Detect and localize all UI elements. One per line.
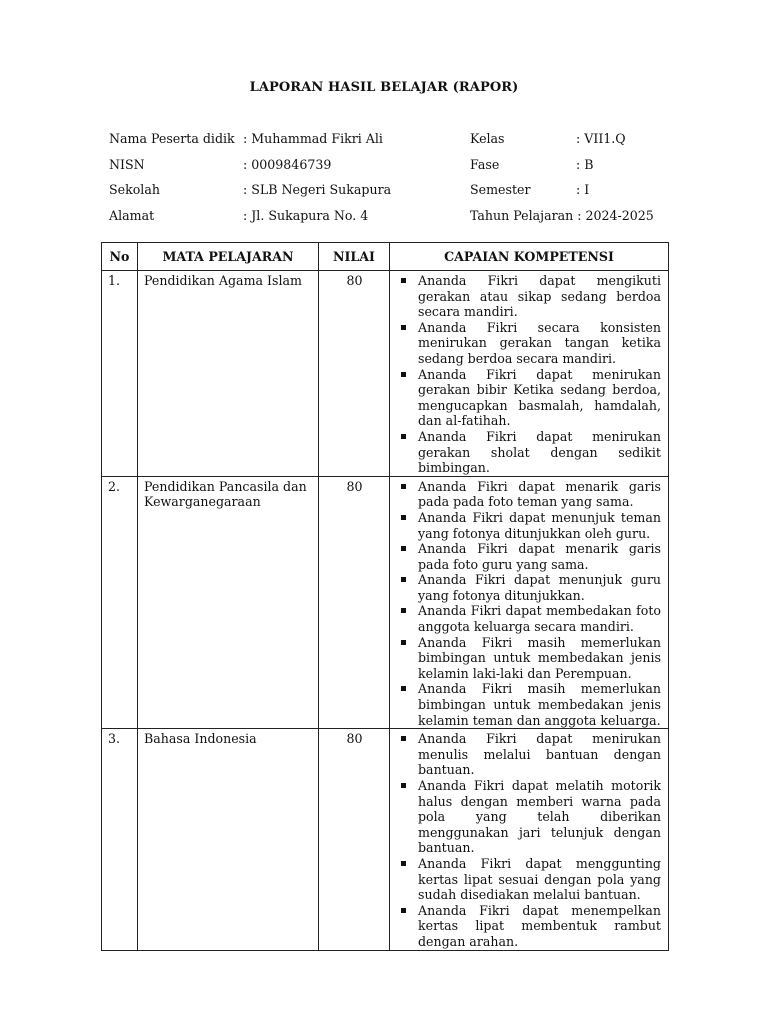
header-competency: CAPAIAN KOMPETENSI (390, 243, 669, 271)
competency-item: Ananda Fikri dapat menarik garis pada pada foto teman yang sama. (396, 479, 663, 510)
info-value: : SLB Negeri Sukapura (243, 182, 392, 198)
competency-item: Ananda Fikri dapat melatih motorik halus dengan memberi warna pada pola yang telah diberikan menggunakan jari telunjuk dengan bantuan. (396, 778, 663, 856)
table-row (102, 476, 669, 729)
info-label: Alamat (109, 208, 155, 224)
info-label: Sekolah (109, 182, 160, 198)
info-value: : Jl. Sukapura No. 4 (243, 208, 369, 224)
header-score: NILAI (319, 243, 390, 271)
competency-cell (390, 476, 669, 729)
table-header-row (102, 243, 669, 271)
info-value: : Muhammad Fikri Ali (243, 131, 383, 146)
row-number: 1. (102, 271, 138, 477)
competency-item: Ananda Fikri dapat menarik garis pada foto guru yang sama. (396, 541, 663, 572)
table-row (102, 729, 669, 950)
info-label: Tahun Pelajaran : 2024-2025 (470, 208, 654, 224)
row-number: 2. (102, 476, 138, 729)
info-label: Kelas (470, 131, 505, 146)
competency-list (396, 479, 663, 729)
competency-list (396, 731, 663, 949)
info-row (109, 181, 669, 207)
row-number: 3. (102, 729, 138, 950)
competency-item: Ananda Fikri dapat membedakan foto anggota keluarga secara mandiri. (396, 603, 663, 634)
competency-item: Ananda Fikri masih memerlukan bimbingan untuk membedakan jenis kelamin teman dan anggota keluarga. (396, 681, 663, 728)
competency-item: Ananda Fikri dapat mengikuti gerakan atau sikap sedang berdoa secara mandiri. (396, 273, 663, 320)
competency-item: Ananda Fikri dapat menirukan gerakan sholat dengan sedikit bimbingan. (396, 429, 663, 476)
subject-name: Pendidikan Agama Islam (138, 271, 319, 477)
subject-name: Pendidikan Pancasila dan Kewarganegaraan (138, 476, 319, 729)
competency-item: Ananda Fikri dapat menempelkan kertas lipat membentuk rambut dengan arahan. (396, 903, 663, 950)
table-row (102, 271, 669, 477)
info-label: NISN (109, 156, 145, 172)
info-value: : 0009846739 (243, 156, 332, 172)
report-title: LAPORAN HASIL BELAJAR (RAPOR) (249, 80, 519, 95)
info-row (109, 156, 669, 182)
info-value: : B (576, 156, 594, 172)
header-subject: MATA PELAJARAN (138, 243, 319, 271)
subject-score: 80 (319, 476, 390, 729)
competency-cell (390, 729, 669, 950)
header-no: No (102, 243, 138, 271)
competency-item: Ananda Fikri dapat menunjuk guru yang fotonya ditunjukkan. (396, 572, 663, 603)
info-value: : VII1.Q (576, 131, 626, 146)
subject-score: 80 (319, 271, 390, 477)
subject-name: Bahasa Indonesia (138, 729, 319, 950)
competency-item: Ananda Fikri dapat menirukan menulis melalui bantuan dengan bantuan. (396, 731, 663, 778)
info-row (109, 207, 669, 233)
competency-item: Ananda Fikri masih memerlukan bimbingan untuk membedakan jenis kelamin laki-laki dan Perempuan. (396, 635, 663, 682)
info-value: : I (576, 182, 590, 198)
subject-score: 80 (319, 729, 390, 950)
competency-item: Ananda Fikri dapat menunjuk teman yang fotonya ditunjukkan oleh guru. (396, 510, 663, 541)
info-row (109, 130, 669, 156)
info-label: Semester (470, 182, 531, 198)
competency-item: Ananda Fikri secara konsisten menirukan gerakan tangan ketika sedang berdoa secara mandiri. (396, 320, 663, 367)
competency-list (396, 273, 663, 476)
competency-cell (390, 271, 669, 477)
info-label: Nama Peserta didik (109, 131, 235, 146)
student-info (109, 130, 669, 233)
competency-item: Ananda Fikri dapat menirukan gerakan bibir Ketika sedang berdoa, mengucapkan basmalah, hamdalah, dan al-fatihah. (396, 367, 663, 429)
competency-item: Ananda Fikri dapat menggunting kertas lipat sesuai dengan pola yang sudah disediakan melalui bantuan. (396, 856, 663, 903)
grades-table (101, 242, 669, 951)
info-label: Fase (470, 156, 500, 172)
